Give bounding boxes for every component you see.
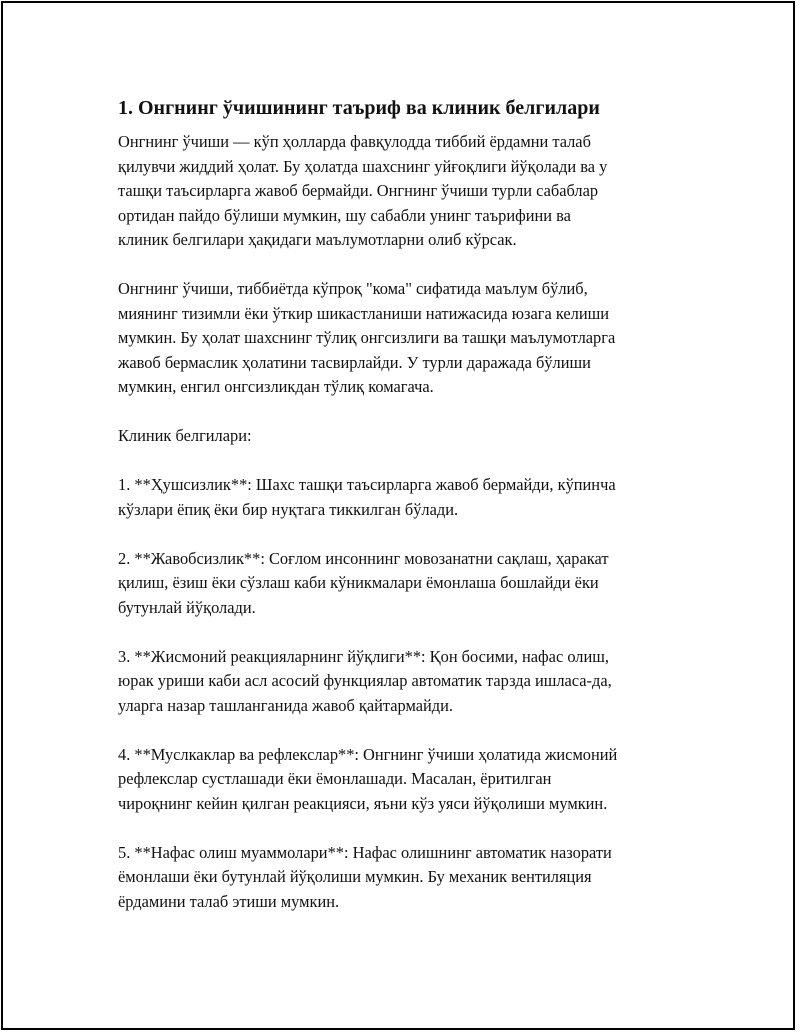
list-item-unconsciousness: 1. **Ҳушсизлик**: Шахс ташқи таъсирларга жавоб бермайди, кўпинча кўзлари ёпиқ ёки бир нуқтага тиккилган бўлади. [118, 475, 616, 519]
document-body [118, 96, 708, 914]
intro-paragraph: Онгнинг ўчиши — кўп ҳолларда фавқулодда тиббий ёрдамни талаб қилувчи жиддий ҳолат. Бу ҳолатда шахснинг уйғоқлиги йўқолади ва у ташқи таъсирларга жавоб бермайди. Онгнинг ўчиши турли сабаблар ортидан пайдо бўлиши мумкин, шу сабабли унинг таърифини ва клиник белгилари ҳақидаги маълумотларни олиб кўрсак. [118, 132, 608, 249]
list-item-unresponsiveness: 2. **Жавобсизлик**: Соғлом инсоннинг мовозанатни сақлаш, ҳаракат қилиш, ёзиш ёки сўзлаш каби кўникмалари ёмонлаша бошлайди ёки бутунлай йўқолади. [118, 548, 609, 617]
clinical-signs-heading: Клиник белгилари: [118, 426, 252, 445]
list-item-muscles-reflexes: 4. **Муслкаклар ва рефлекслар**: Онгнинг ўчиши ҳолатида жисмоний рефлекслар сустлашади ёки ёмонлашади. Масалан, ёритилган чироқнинг кейин қилган реакцияси, яъни кўз уяси йўқолиши мумкин. [118, 744, 618, 813]
list-item-physical-reactions: 3. **Жисмоний реакцияларнинг йўқлиги**: Қон босими, нафас олиш, юрак уриши каби асл асосий функциялар автоматик тарзда ишласа-да, уларга назар ташланганида жавоб қайтармайди. [118, 646, 612, 715]
document-title: 1. Онгнинг ўчишининг таъриф ва клиник белгилари [118, 97, 600, 119]
list-item-breathing-problems: 5. **Нафас олиш муаммолари**: Нафас олишнинг автоматик назорати ёмонлаши ёки бутунлай йўқолиши мумкин. Бу механик вентиляция ёрдамини талаб этиши мумкин. [118, 842, 612, 911]
coma-definition-paragraph: Онгнинг ўчиши, тиббиётда кўпроқ "кома" сифатида маълум бўлиб, миянинг тизимли ёки ўткир шикастланиши натижасида юзага келиши мумкин. Бу ҳолат шахснинг тўлиқ онгсизлиги ва ташқи маълумотларга жавоб бермаслик ҳолатини тасвирлайди. У турли даражада бўлиши мумкин, енгил онгсизликдан тўлиқ комагача. [118, 279, 616, 396]
